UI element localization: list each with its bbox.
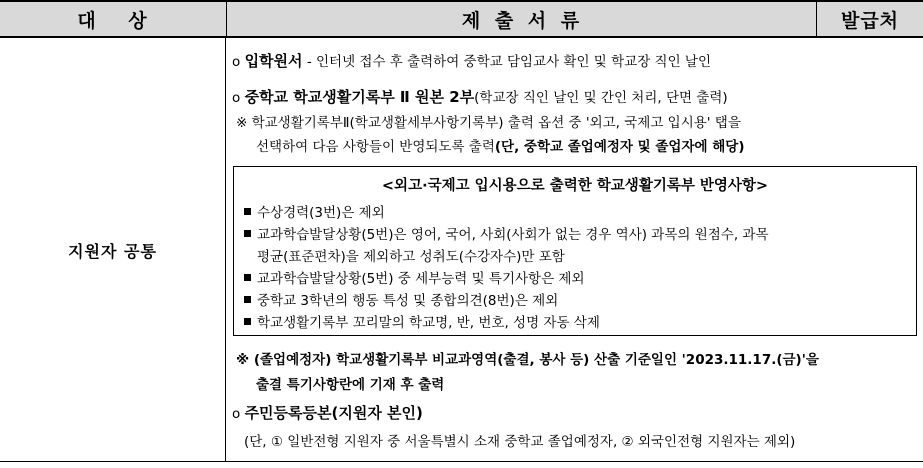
bullet: o [232, 90, 241, 106]
list-item: 수상경력(3번)은 제외 [244, 201, 385, 221]
bullet: o [232, 406, 241, 422]
note2-line1: ※ (졸업예정자) 학교생활기록부 비교과영역(출결, 봉사 등) 산출 기준일인 '2023.11.17.(금)'을 [236, 352, 819, 368]
table-row [0, 38, 923, 462]
list-item: 중학교 3학년의 행동 특성 및 종합의견(8번)은 제외 [244, 289, 558, 309]
square-bullet-icon [244, 318, 251, 325]
record-item [232, 86, 728, 107]
square-bullet-icon [244, 296, 251, 303]
resident-desc: (단, ① 일반전형 지원자 중 서울특별시 소재 중학교 졸업예정자, ② 외국인전형 지원자는 제외) [244, 434, 796, 450]
bullet: o [232, 54, 241, 70]
application-title: 입학원서 [244, 52, 303, 70]
header-documents: 제 출 서 류 [226, 2, 816, 36]
square-bullet-icon [244, 230, 251, 237]
list-item-continuation: 평균(표준편차)을 제외하고 성취도(수강자수)만 포함 [257, 249, 565, 265]
note1-bold: (단, 중학교 졸업예정자 및 졸업자에 해당) [494, 139, 745, 155]
table-header [0, 0, 923, 38]
application-desc: - 인터넷 접수 후 출력하여 중학교 담임교사 확인 및 학교장 직인 날인 [302, 54, 712, 70]
header-target: 대 상 [77, 9, 149, 32]
note2-line2: 출결 특기사항란에 기재 후 출력 [256, 377, 445, 393]
note1-plain: 선택하여 다음 사항들이 반영되도록 출력 [256, 139, 495, 155]
resident-item [232, 402, 423, 423]
application-item [232, 50, 711, 71]
list-item: 교과학습발달상황(5번)은 영어, 국어, 사회(사회가 없는 경우 역사) 과목의 원점수, 과목 [244, 223, 769, 243]
reflection-box [233, 166, 917, 336]
target-cell: 지원자 공통 [0, 38, 226, 462]
list-item: 교과학습발달상황(5번) 중 세부능력 및 특기사항은 제외 [244, 267, 584, 287]
header-issuer: 발급처 [816, 2, 923, 36]
note1-line1: ※ 학교생활기록부Ⅱ(학교생활세부사항기록부) 출력 옵션 중 '외고, 국제고 입시용' 탭을 [236, 115, 741, 131]
note1-line2 [256, 135, 745, 155]
documents-cell [226, 38, 923, 462]
resident-title: 주민등록등본(지원자 본인) [244, 404, 423, 422]
square-bullet-icon [244, 208, 251, 215]
list-item: 학교생활기록부 꼬리말의 학교명, 반, 번호, 성명 자동 삭제 [244, 311, 600, 331]
square-bullet-icon [244, 274, 251, 281]
box-title: <외고·국제고 입시용으로 출력한 학교생활기록부 반영사항> [381, 178, 769, 194]
record-title: 중학교 학교생활기록부 Ⅱ 원본 2부 [244, 88, 475, 106]
record-desc: (학교장 직인 날인 및 간인 처리, 단면 출력) [474, 90, 728, 106]
